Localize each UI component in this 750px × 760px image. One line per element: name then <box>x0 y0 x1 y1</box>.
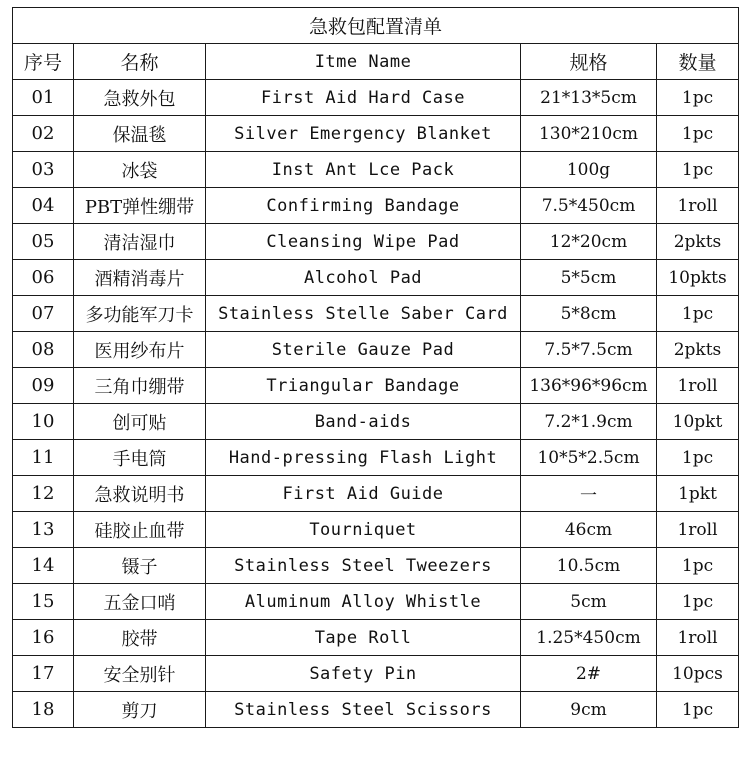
cell-qty: 1pc <box>657 440 739 476</box>
cell-spec: 5*8cm <box>521 296 657 332</box>
cell-name-cn: 酒精消毒片 <box>74 260 206 296</box>
header-qty: 数量 <box>657 44 739 80</box>
table-row <box>13 116 739 152</box>
cell-name-en: Stainless Steel Tweezers <box>206 548 521 584</box>
cell-name-en: Stainless Stelle Saber Card <box>206 296 521 332</box>
table-row <box>13 332 739 368</box>
cell-spec: 10.5cm <box>521 548 657 584</box>
cell-no: 10 <box>13 404 74 440</box>
cell-no: 15 <box>13 584 74 620</box>
table-row <box>13 260 739 296</box>
cell-spec: 130*210cm <box>521 116 657 152</box>
cell-spec: 7.2*1.9cm <box>521 404 657 440</box>
cell-no: 13 <box>13 512 74 548</box>
cell-name-en: Inst Ant Lce Pack <box>206 152 521 188</box>
cell-spec: 1.25*450cm <box>521 620 657 656</box>
cell-name-en: Stainless Steel Scissors <box>206 692 521 728</box>
header-spec: 规格 <box>521 44 657 80</box>
table-row <box>13 440 739 476</box>
cell-no: 03 <box>13 152 74 188</box>
cell-name-en: First Aid Hard Case <box>206 80 521 116</box>
cell-spec: 5*5cm <box>521 260 657 296</box>
cell-no: 08 <box>13 332 74 368</box>
cell-name-cn: PBT弹性绷带 <box>74 188 206 224</box>
cell-spec: 7.5*450cm <box>521 188 657 224</box>
cell-name-cn: 手电筒 <box>74 440 206 476</box>
cell-qty: 2pkts <box>657 332 739 368</box>
table-row <box>13 584 739 620</box>
cell-qty: 10pkt <box>657 404 739 440</box>
cell-qty: 1pc <box>657 692 739 728</box>
cell-name-cn: 三角巾绷带 <box>74 368 206 404</box>
cell-spec: 7.5*7.5cm <box>521 332 657 368</box>
cell-name-en: First Aid Guide <box>206 476 521 512</box>
cell-name-cn: 镊子 <box>74 548 206 584</box>
cell-name-cn: 安全别针 <box>74 656 206 692</box>
cell-qty: 1pc <box>657 116 739 152</box>
cell-no: 05 <box>13 224 74 260</box>
cell-name-en: Triangular Bandage <box>206 368 521 404</box>
table-row <box>13 152 739 188</box>
header-no: 序号 <box>13 44 74 80</box>
cell-name-cn: 胶带 <box>74 620 206 656</box>
cell-qty: 1roll <box>657 512 739 548</box>
cell-spec: 10*5*2.5cm <box>521 440 657 476</box>
table-row <box>13 404 739 440</box>
cell-qty: 1pc <box>657 296 739 332</box>
cell-name-en: Alcohol Pad <box>206 260 521 296</box>
cell-spec: 100g <box>521 152 657 188</box>
cell-name-en: Tape Roll <box>206 620 521 656</box>
cell-spec: 21*13*5cm <box>521 80 657 116</box>
table-title: 急救包配置清单 <box>13 8 739 44</box>
cell-name-cn: 清洁湿巾 <box>74 224 206 260</box>
table-row <box>13 656 739 692</box>
first-aid-kit-table <box>12 7 739 728</box>
cell-spec: 12*20cm <box>521 224 657 260</box>
cell-name-en: Cleansing Wipe Pad <box>206 224 521 260</box>
cell-no: 17 <box>13 656 74 692</box>
cell-name-cn: 急救说明书 <box>74 476 206 512</box>
cell-spec: 2# <box>521 656 657 692</box>
table-row <box>13 512 739 548</box>
cell-name-cn: 保温毯 <box>74 116 206 152</box>
table-row <box>13 296 739 332</box>
cell-qty: 1pc <box>657 80 739 116</box>
cell-qty: 1roll <box>657 620 739 656</box>
cell-qty: 10pkts <box>657 260 739 296</box>
cell-name-cn: 硅胶止血带 <box>74 512 206 548</box>
cell-spec: 46cm <box>521 512 657 548</box>
cell-qty: 1roll <box>657 368 739 404</box>
cell-name-en: Safety Pin <box>206 656 521 692</box>
header-row <box>13 44 739 80</box>
cell-qty: 1pc <box>657 584 739 620</box>
table-row <box>13 692 739 728</box>
cell-name-en: Silver Emergency Blanket <box>206 116 521 152</box>
cell-no: 18 <box>13 692 74 728</box>
cell-no: 14 <box>13 548 74 584</box>
cell-no: 06 <box>13 260 74 296</box>
cell-name-en: Hand-pressing Flash Light <box>206 440 521 476</box>
header-name-cn: 名称 <box>74 44 206 80</box>
cell-name-cn: 急救外包 <box>74 80 206 116</box>
table-row <box>13 548 739 584</box>
cell-no: 11 <box>13 440 74 476</box>
cell-name-cn: 五金口哨 <box>74 584 206 620</box>
cell-spec: 5cm <box>521 584 657 620</box>
cell-spec: 9cm <box>521 692 657 728</box>
cell-no: 09 <box>13 368 74 404</box>
cell-qty: 1pkt <box>657 476 739 512</box>
table-row <box>13 188 739 224</box>
table-row <box>13 476 739 512</box>
cell-qty: 1roll <box>657 188 739 224</box>
cell-spec: 一 <box>521 476 657 512</box>
cell-qty: 1pc <box>657 152 739 188</box>
table-row <box>13 224 739 260</box>
cell-name-en: Confirming Bandage <box>206 188 521 224</box>
cell-name-en: Aluminum Alloy Whistle <box>206 584 521 620</box>
cell-name-cn: 创可贴 <box>74 404 206 440</box>
cell-name-cn: 多功能军刀卡 <box>74 296 206 332</box>
cell-no: 07 <box>13 296 74 332</box>
cell-no: 01 <box>13 80 74 116</box>
cell-qty: 10pcs <box>657 656 739 692</box>
cell-no: 02 <box>13 116 74 152</box>
title-row <box>13 8 739 44</box>
cell-name-en: Band-aids <box>206 404 521 440</box>
cell-no: 16 <box>13 620 74 656</box>
cell-name-cn: 医用纱布片 <box>74 332 206 368</box>
table-row <box>13 620 739 656</box>
table-row <box>13 80 739 116</box>
cell-name-en: Tourniquet <box>206 512 521 548</box>
cell-name-cn: 冰袋 <box>74 152 206 188</box>
header-name-en: Itme Name <box>206 44 521 80</box>
cell-qty: 2pkts <box>657 224 739 260</box>
cell-name-en: Sterile Gauze Pad <box>206 332 521 368</box>
cell-qty: 1pc <box>657 548 739 584</box>
cell-no: 12 <box>13 476 74 512</box>
cell-name-cn: 剪刀 <box>74 692 206 728</box>
cell-no: 04 <box>13 188 74 224</box>
cell-spec: 136*96*96cm <box>521 368 657 404</box>
table-row <box>13 368 739 404</box>
